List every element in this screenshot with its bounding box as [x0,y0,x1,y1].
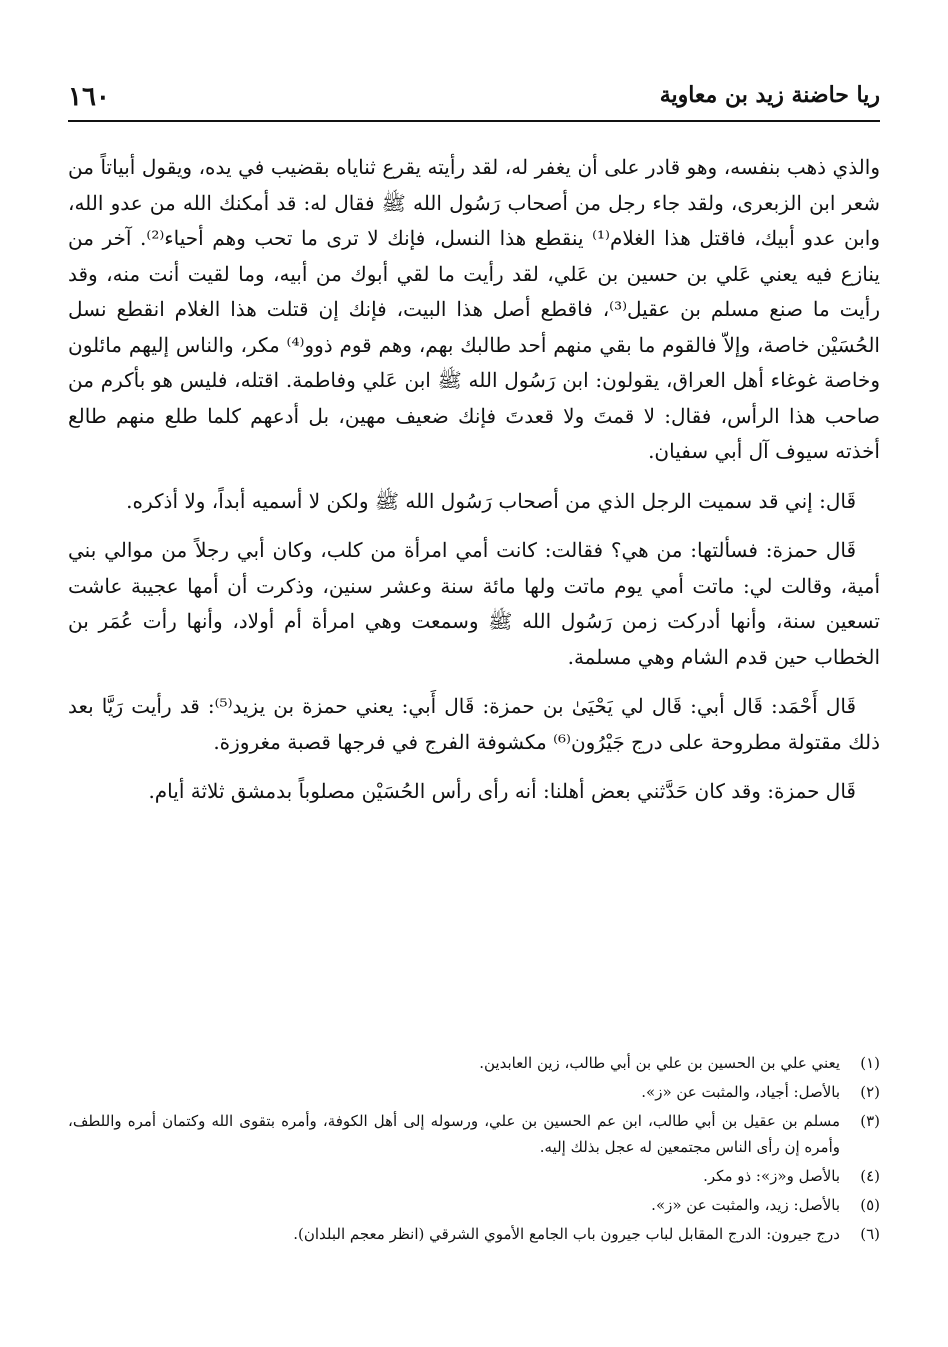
footnote-number: (٤) [860,1167,880,1185]
footnote-number: (٢) [860,1083,880,1101]
footnote-text: مسلم بن عقيل بن أبي طالب، ابن عم الحسين بن علي، ورسوله إلى أهل الكوفة، وأمره بتقوى الله وكتمان أمره واللطف، وأمره إن رأى الناس مجتمعين له عجل بذلك إليه. [68,1112,840,1156]
paragraph: قَال: إني قد سميت الرجل الذي من أصحاب رَسُول الله ﷺ ولكن لا أسميه أبداً، ولا أذكره. [126,488,856,513]
running-title: ريا حاضنة زيد بن معاوية [659,82,880,108]
footnote [68,1163,880,1189]
footnote-number: (٦) [860,1225,880,1243]
paragraph: قَال أَحْمَد: قَال أبي: قَال لي يَحْيَىٰ بن حمزة: قَال أَبي: يعني حمزة بن يزيد⁽⁵⁾: قد رأيت رَيَّا بعد ذلك مقتولة مطروحة على درج جَيْرُون⁽⁶⁾ مكشوفة الفرج في فرجها قصبة مغروزة. [68,694,880,754]
paragraph: والذي ذهب بنفسه، وهو قادر على أن يغفر له، لقد رأيته يقرع ثناياه بقضيب في يده، ويقول أبياتاً من شعر ابن الزبعرى، ولقد جاء رجل من أصحاب رَسُول الله ﷺ فقال له: قد أمكنك الله من عدو الله، وابن عدو أبيك، فاقتل هذا الغلام⁽¹⁾ ينقطع هذا النسل، فإنك لا ترى ما تحب وهم أحياء⁽²⁾. آخر من ينازع فيه يعني عَلي بن حسين بن عَلي، لقد رأيت ما لقي أبوك من أبيه، وما لقيت أنت منه، وقد رأيت ما صنع مسلم بن عقيل⁽³⁾، فاقطع أصل هذا البيت، فإنك إن قتلت هذا الغلام انقطع نسل الحُسَيْن خاصة، وإلاّ فالقوم ما بقي منهم أحد طالبك بهم، وهم قوم ذوو⁽⁴⁾ مكر، والناس إليهم مائلون وخاصة غوغاء أهل العراق، يقولون: ابن رَسُول الله ﷺ ابن عَلي وفاطمة. اقتله، فليس هو بأكرم من صاحب هذا الرأس، فقال: لا قمتَ ولا قعدتَ فإنك ضعيف مهين، بل أدعهم كلما طلع منهم طالع أخذته سيوف آل أبي سفيان. [68,155,880,463]
footnote-number: (٣) [860,1112,880,1130]
footnote [68,1079,880,1105]
paragraph: قَال حمزة: وقد كان حَدَّثني بعض أهلنا: أنه رأى رأس الحُسَيْن مصلوباً بدمشق ثلاثة أيام. [148,779,856,803]
footnote [68,1221,880,1247]
paragraph: قَال حمزة: فسألتها: من هي؟ فقالت: كانت أمي امرأة من كلب، وكان أبي رجلاً من موالي بني أمية، وقالت لي: ماتت أمي يوم ماتت ولها مائة سنة وعشر سنين، وذكرت أن أمها عجيبة عاشت تسعين سنة، وأنها أدركت زمن رَسُول الله ﷺ وسمعت وهي امرأة أم أولاد، وأنها رأت عُمَر بن الخطاب حين قدم الشام وهي مسلمة. [68,538,880,669]
footnotes [68,1050,880,1250]
page-header [68,80,880,122]
footnote-number: (١) [860,1054,880,1072]
footnote-text: يعني علي بن الحسين بن علي بن أبي طالب، زين العابدين. [479,1054,840,1072]
footnote-text: بالأصل: أجياد، والمثبت عن «ز». [641,1083,840,1101]
footnote-text: بالأصل و«ز»: ذو مكر. [703,1167,840,1185]
footnote [68,1192,880,1218]
footnote-text: بالأصل: زيد، والمثبت عن «ز». [651,1196,840,1214]
footnote-number: (٥) [860,1196,880,1214]
footnote-text: درج جيرون: الدرج المقابل لباب جيرون باب الجامع الأموي الشرقي (انظر معجم البلدان). [293,1225,840,1243]
page-number: ١٦٠ [68,82,110,112]
main-text [68,150,880,824]
footnote [68,1108,880,1160]
footnote [68,1050,880,1076]
